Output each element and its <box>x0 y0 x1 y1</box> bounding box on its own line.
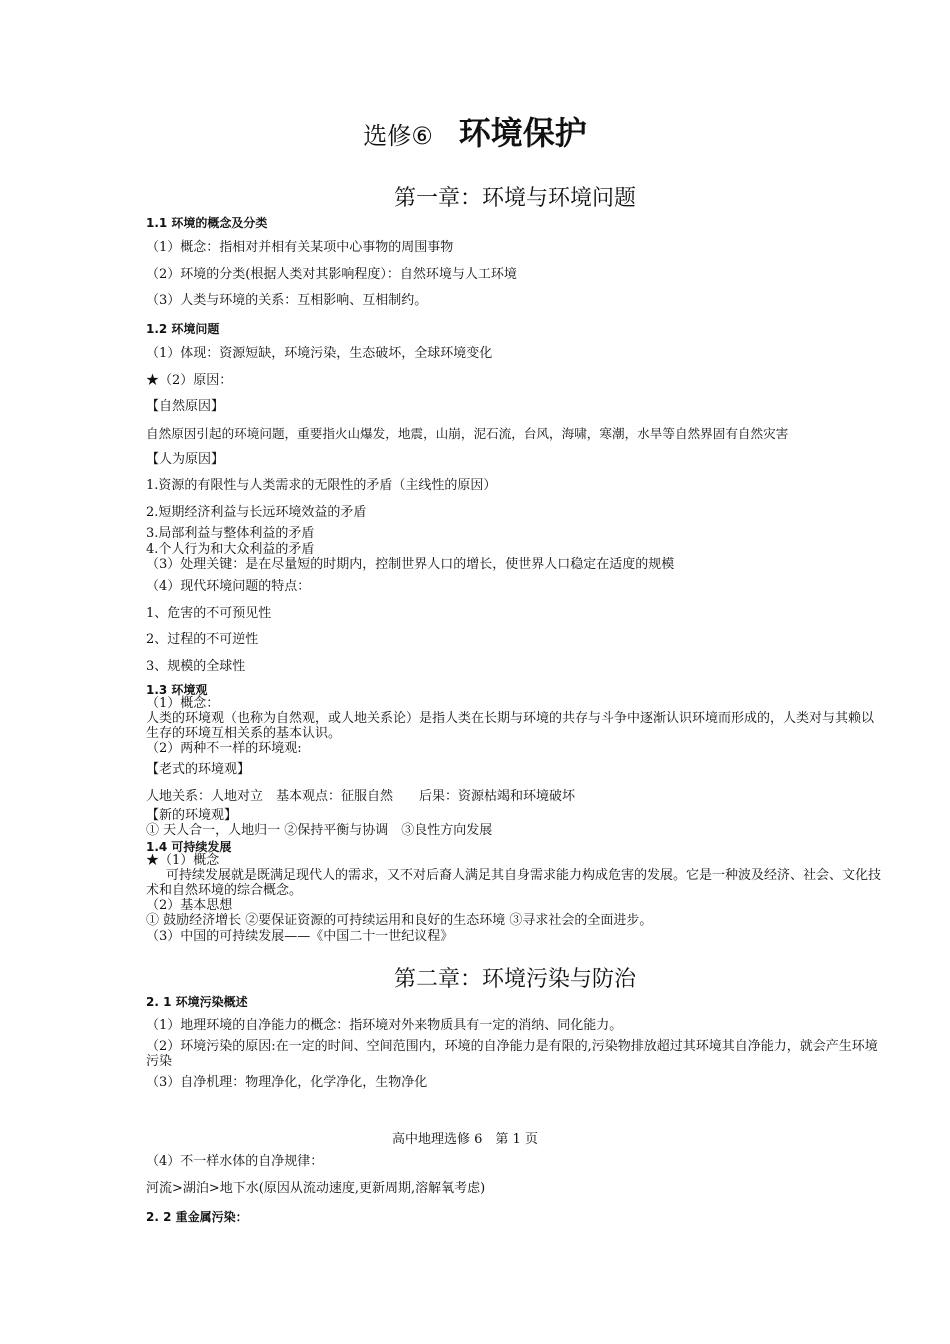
s1-3-concept: （1）概念： <box>146 696 220 711</box>
s1-3-two-views: （2）两种不一样的环境观: <box>146 741 302 756</box>
chapter1-heading: 第一章：环境与环境问题 <box>393 186 636 211</box>
human-cause-1: 1.资源的有限性与人类需求的无限性的矛盾（主线性的原因） <box>146 478 497 493</box>
s1-4-heading: 1.4 可持续发展 <box>146 840 232 854</box>
natural-cause-text: 自然原因引起的环境问题，重要指火山爆发，地震，山崩，泥石流，台风，海啸，寒潮，水旱等自然界固有自然灾害 <box>146 426 789 441</box>
old-view-text: 人地关系：人地对立 基本观点：征服自然 后果：资源枯竭和环境破坏 <box>146 789 576 804</box>
human-cause-heading: 【人为原因】 <box>146 452 225 467</box>
s1-2-key: （3）处理关键：是在尽量短的时期内，控制世界人口的增长，使世界人口稳定在适度的规模 <box>146 557 675 572</box>
s1-4-basic-idea-text: ① 鼓励经济增长 ②要保证资源的可持续运用和良好的生态环境 ③寻求社会的全面进步。 <box>146 913 653 928</box>
s1-1-line-2: （2）环境的分类(根据人类对其影响程度）：自然环境与人工环境 <box>146 267 517 282</box>
s1-4-concept: ★（1）概念 <box>146 853 220 868</box>
new-view-heading: 【新的环境观】 <box>146 808 238 823</box>
s1-1-line-3: （3）人类与环境的关系：互相影响、互相制约。 <box>146 293 428 308</box>
new-view-text: ① 天人合一，人地归一 ②保持平衡与协调 ③良性方向发展 <box>146 823 493 838</box>
page-footer: 高中地理选修 6 第 1 页 <box>392 1132 538 1147</box>
s2-1-line-4: （4）不一样水体的自净规律： <box>146 1154 324 1169</box>
title-prefix: 选修⑥ <box>363 122 433 150</box>
s1-3-heading: 1.3 环境观 <box>146 683 208 697</box>
s2-1-line-2: （2）环境污染的原因:在一定的时间、空间范围内，环境的自净能力是有限的,污染物排放超过其环境其自净能力，就会产生环境污染 <box>146 1039 878 1069</box>
feature-3: 3、规模的全球性 <box>146 659 246 674</box>
feature-2: 2、过程的不可逆性 <box>146 632 259 647</box>
s1-1-line-1: （1）概念：指相对并相有关某项中心事物的周围事物 <box>146 240 454 255</box>
human-cause-2: 2.短期经济利益与长远环境效益的矛盾 <box>146 505 367 520</box>
natural-cause-heading: 【自然原因】 <box>146 399 225 414</box>
s2-1-line-3: （3）自净机理：物理净化，化学净化，生物净化 <box>146 1075 428 1090</box>
s1-2-line-1: （1）体现：资源短缺，环境污染，生态破坏，全球环境变化 <box>146 346 493 361</box>
s1-3-concept-text: 人类的环境观（也称为自然观，或人地关系论）是指人类在长期与环境的共存与斗争中逐渐认识环境而形成的，人类对与其赖以生存的环境互相关系的基本认识。 <box>146 711 875 741</box>
s2-1-heading: 2. 1 环境污染概述 <box>146 995 248 1009</box>
s1-2-line-2: ★（2）原因： <box>146 373 233 388</box>
s1-2-features: （4）现代环境问题的特点： <box>146 579 311 594</box>
feature-1: 1、危害的不可预见性 <box>146 606 272 621</box>
s1-1-heading: 1.1 环境的概念及分类 <box>146 216 268 230</box>
human-cause-4: 4.个人行为和大众利益的矛盾 <box>146 542 315 557</box>
s1-4-china: （3）中国的可持续发展——《中国二十一世纪议程》 <box>146 929 454 944</box>
old-view-heading: 【老式的环境观】 <box>146 762 251 777</box>
human-cause-3: 3.局部利益与整体利益的矛盾 <box>146 526 315 541</box>
s1-2-heading: 1.2 环境问题 <box>146 322 220 336</box>
document-title <box>0 108 950 154</box>
s2-2-heading: 2. 2 重金属污染： <box>146 1210 248 1224</box>
s2-1-line-1: （1）地理环境的自净能力的概念：指环境对外来物质具有一定的消纳、同化能力。 <box>146 1018 623 1033</box>
chapter2-heading: 第二章：环境污染与防治 <box>393 967 636 992</box>
title-main: 环境保护 <box>458 114 587 152</box>
s2-1-line-4-text: 河流>湖泊>地下水(原因从流动速度,更新周期,溶解氧考虑) <box>146 1181 486 1196</box>
s1-4-basic-idea: （2）基本思想 <box>146 898 233 913</box>
s1-4-concept-text: 可持续发展就是既满足现代人的需求，又不对后裔人满足其自身需求能力构成危害的发展。它是一种波及经济、社会、文化技术和自然环境的综合概念。 <box>146 868 882 898</box>
